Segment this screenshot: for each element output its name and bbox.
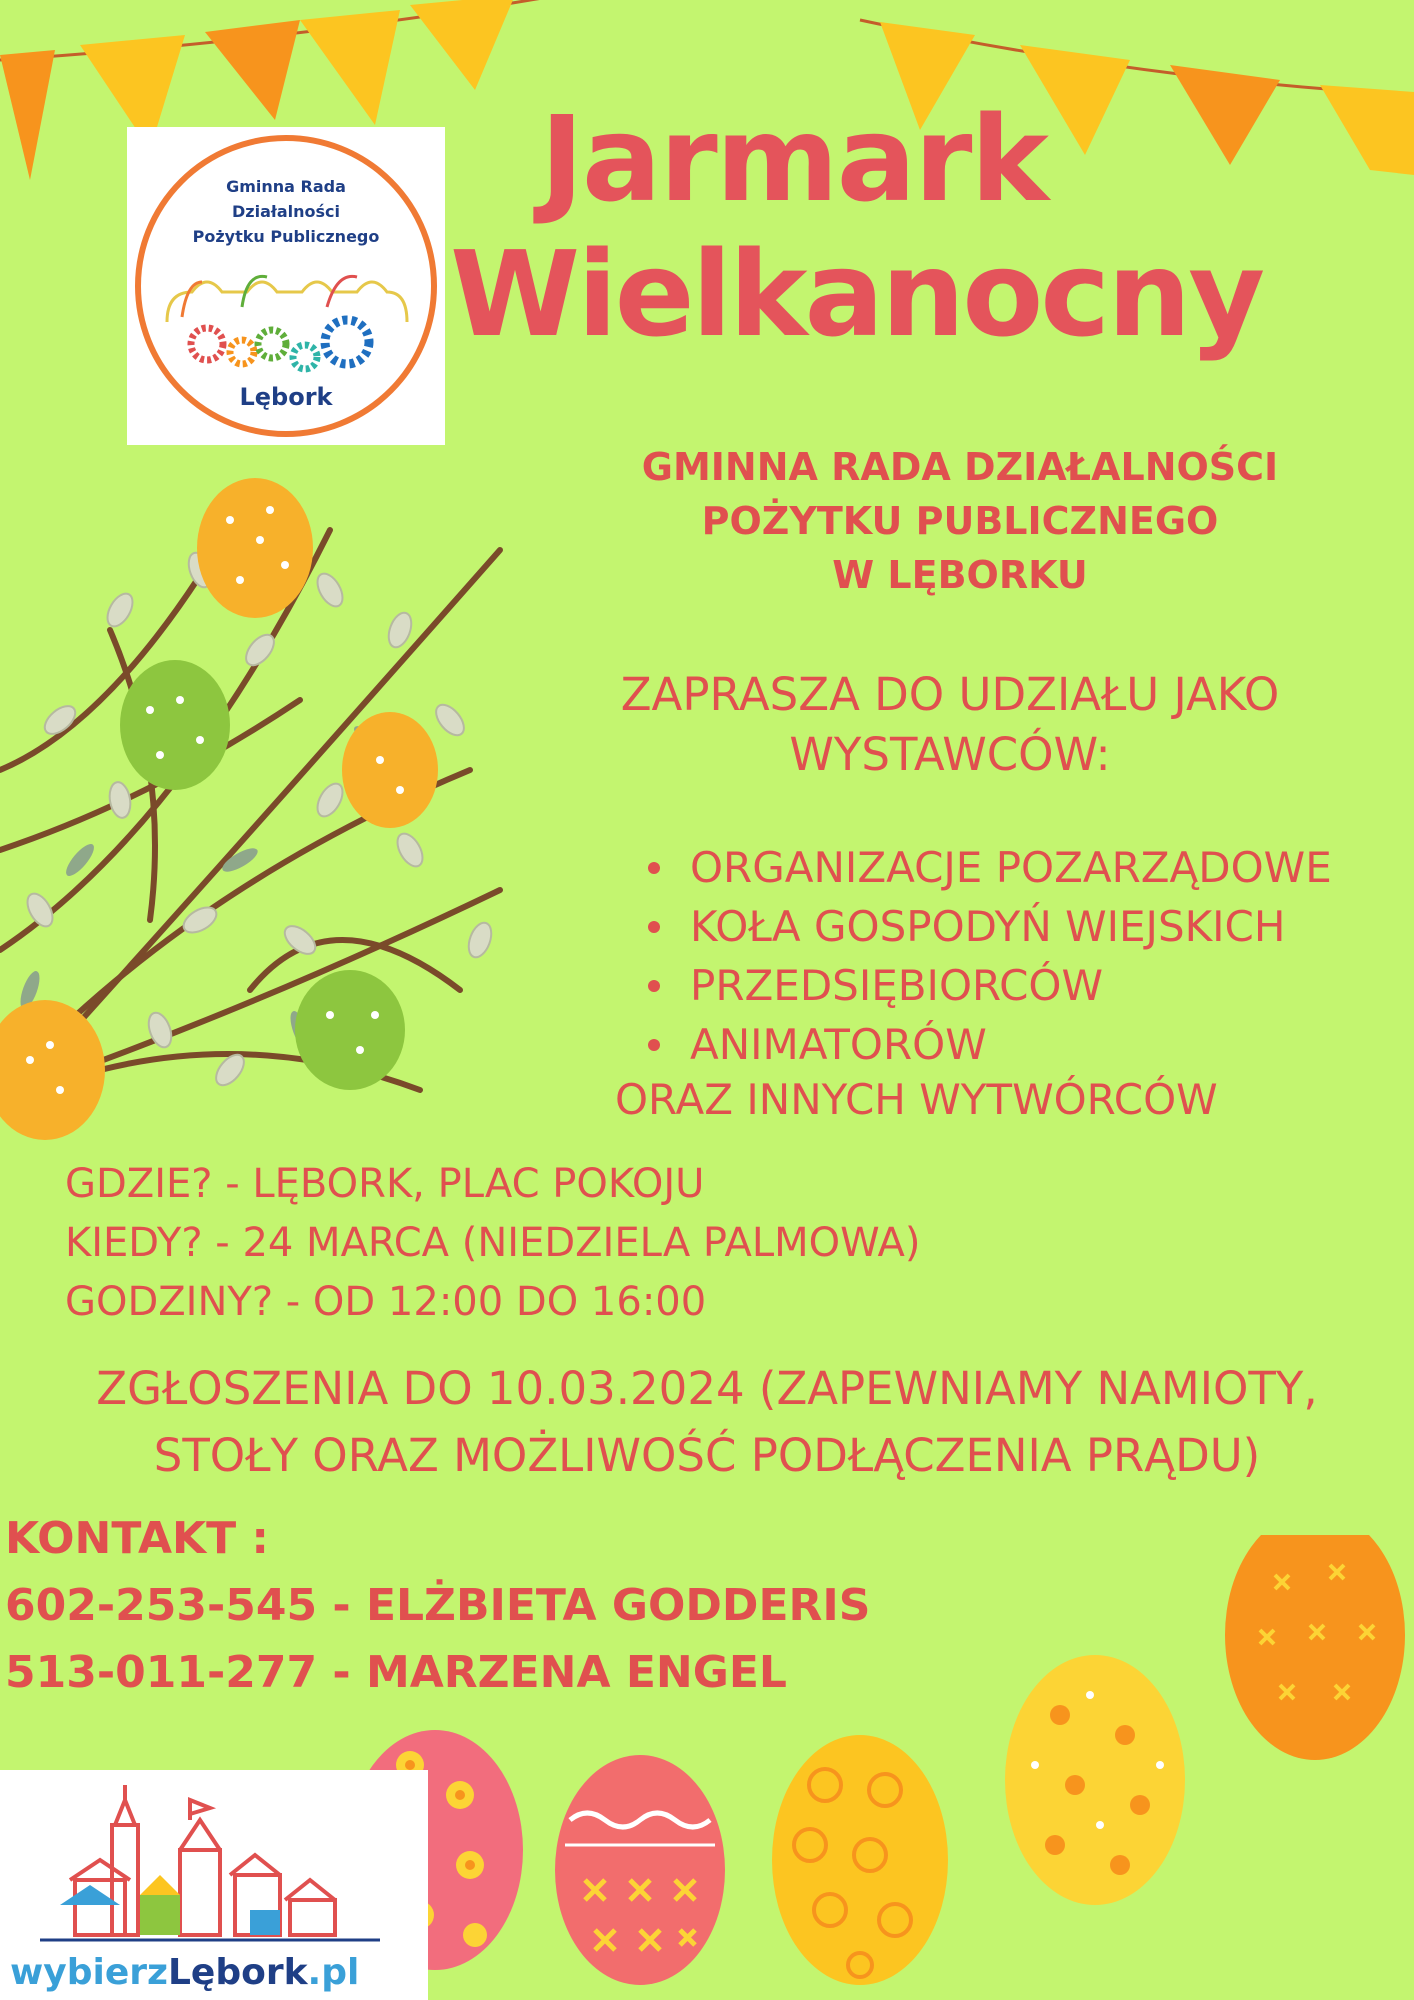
deadline-line-2: STOŁY ORAZ MOŻLIWOŚĆ PODŁĄCZENIA PRĄDU) bbox=[153, 1429, 1261, 1482]
town-icon bbox=[40, 1780, 380, 1950]
contact-person-1: 602-253-545 - ELŻBIETA GODDERIS bbox=[5, 1580, 871, 1631]
other-producers: ORAZ INNYCH WYTWÓRCÓW bbox=[615, 1075, 1218, 1124]
egg-icon bbox=[772, 1735, 948, 1985]
flag bbox=[205, 20, 300, 120]
contact-person-2: 513-011-277 - MARZENA ENGEL bbox=[5, 1647, 787, 1698]
flag bbox=[1170, 65, 1280, 165]
egg-icon bbox=[1005, 1655, 1185, 1905]
easter-eggs-illustration bbox=[330, 1535, 1414, 2000]
egg-icon bbox=[555, 1755, 725, 1985]
logo-city: Lębork bbox=[239, 383, 333, 411]
organizer-line-3: W LĘBORKU bbox=[832, 553, 1088, 597]
list-item: PRZEDSIĘBIORCÓW bbox=[640, 956, 1332, 1015]
egg-icon bbox=[1225, 1535, 1405, 1760]
gears-icon bbox=[147, 252, 427, 382]
where-line: GDZIE? - LĘBORK, PLAC POKOJU bbox=[65, 1161, 705, 1207]
organizer-line-1: GMINNA RADA DZIAŁALNOŚCI bbox=[641, 445, 1279, 489]
list-item: ORGANIZACJE POZARZĄDOWE bbox=[640, 838, 1332, 897]
registration-deadline bbox=[20, 1355, 1394, 1489]
organizer-block bbox=[520, 440, 1400, 602]
organization-logo bbox=[127, 127, 445, 445]
deadline-line-1: ZGŁOSZENIA DO 10.03.2024 (ZAPEWNIAMY NAMIOTY, bbox=[96, 1362, 1318, 1415]
contact-heading: KONTAKT : bbox=[5, 1513, 270, 1564]
website-label: wybierzLębork.pl bbox=[10, 1952, 360, 1993]
egg-decorations bbox=[0, 478, 438, 1140]
when-line: KIEDY? - 24 MARCA (NIEDZIELA PALMOWA) bbox=[65, 1220, 921, 1266]
invite-block bbox=[540, 665, 1360, 785]
flag bbox=[300, 10, 400, 125]
title-line-2: Wielkanocny bbox=[450, 225, 1263, 363]
invite-line-2: WYSTAWCÓW: bbox=[789, 728, 1111, 781]
city-logo bbox=[0, 1770, 428, 2000]
logo-line-1: Gminna Rada bbox=[226, 177, 346, 196]
list-item: ANIMATORÓW bbox=[640, 1015, 1332, 1074]
list-item: KOŁA GOSPODYŃ WIEJSKICH bbox=[640, 897, 1332, 956]
title-line-1: Jarmark bbox=[540, 90, 1047, 228]
invite-line-1: ZAPRASZA DO UDZIAŁU JAKO bbox=[620, 668, 1280, 721]
willow-branches-illustration bbox=[0, 470, 525, 1145]
exhibitor-list bbox=[640, 838, 1332, 1074]
hours-line: GODZINY? - OD 12:00 DO 16:00 bbox=[65, 1279, 707, 1325]
logo-line-2: Działalności bbox=[232, 202, 340, 221]
flag bbox=[1320, 85, 1414, 175]
flag bbox=[410, 0, 515, 90]
logo-line-3: Pożytku Publicznego bbox=[192, 227, 380, 246]
flag bbox=[0, 50, 55, 180]
organizer-line-2: POŻYTKU PUBLICZNEGO bbox=[701, 499, 1219, 543]
event-details bbox=[65, 1155, 920, 1332]
